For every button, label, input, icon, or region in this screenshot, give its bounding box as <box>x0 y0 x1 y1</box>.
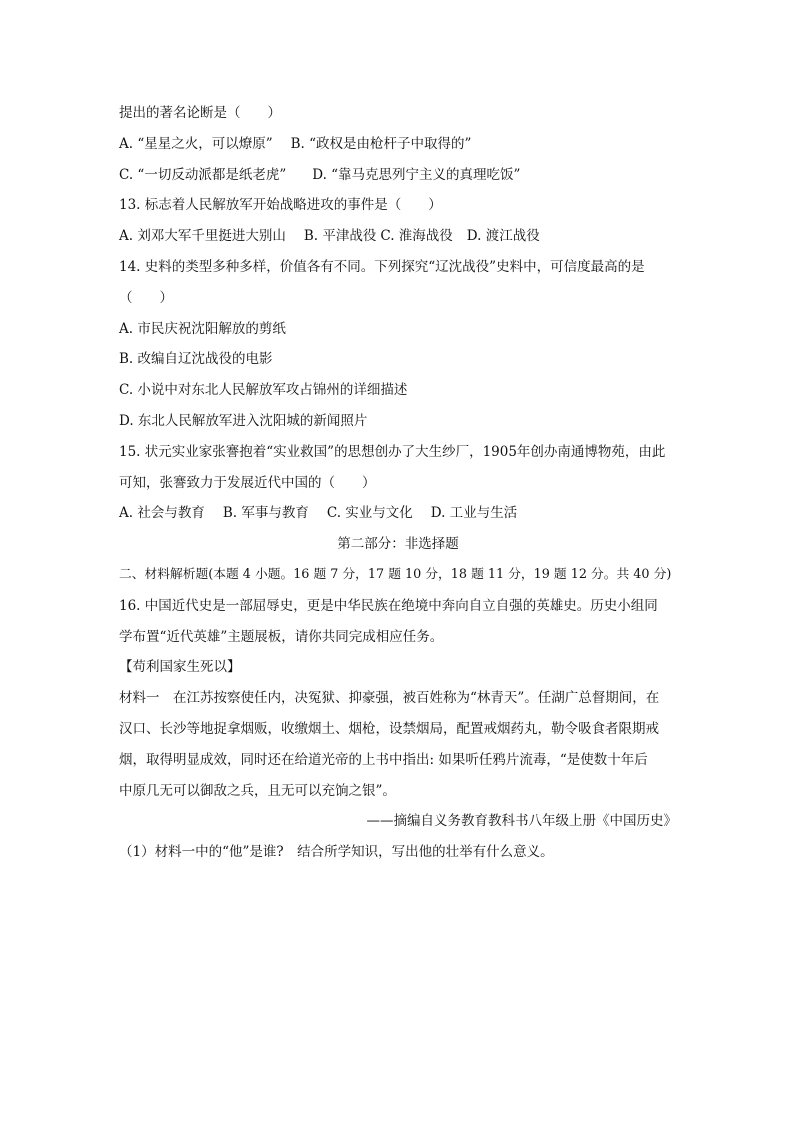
q14-option-c: C. 小说中对东北人民解放军攻占锦州的详细描述 <box>119 382 408 399</box>
q16-material-line3: 烟，取得明显成效，同时还在给道光帝的上书中指出: 如果听任鸦片流毒，“是使数十年后 <box>119 751 648 768</box>
q14-stem-line1: 14. 史料的类型多种多样，价值各有不同。下列探究“辽沈战役”史料中，可信度最高的是 <box>119 258 645 275</box>
exam-page <box>119 98 677 868</box>
q16-task-heading: 【苟利国家生死以】 <box>119 659 241 676</box>
q14-stem-line2: （ ） <box>119 289 173 306</box>
q12-options-ab <box>119 129 677 160</box>
q12-option-c: C. “一切反动派都是纸老虎” <box>119 166 287 183</box>
part2-title: 第二部分：非选择题 <box>337 536 459 553</box>
q13-option-d: D. 渡江战役 <box>466 228 540 245</box>
q16-subquestion-1: （1）材料一中的“他”是谁? 结合所学知识，写出他的壮举有什么意义。 <box>119 844 554 861</box>
q16-source: ——摘编自义务教育教科书八年级上册《中国历史》 <box>366 813 677 830</box>
q15-options <box>119 498 677 529</box>
q15-option-a: A. 社会与教育 <box>119 505 205 522</box>
q12-stem-tail: 提出的著名论断是（ ） <box>119 105 281 121</box>
q12-options-cd <box>119 160 677 191</box>
q12-option-d: D. “靠马克思列宁主义的真理吃饭” <box>312 166 521 183</box>
q16-stem-line2: 学布置“近代英雄”主题展板，请你共同完成相应任务。 <box>119 628 444 645</box>
q13-options <box>119 221 677 252</box>
q15-option-c: C. 实业与文化 <box>326 505 413 522</box>
q16-material-line4: 中原几无可以御敌之兵，且无可以充饷之银”。 <box>119 782 396 799</box>
q14-option-d: D. 东北人民解放军进入沈阳城的新闻照片 <box>119 412 368 429</box>
q12-option-a: A. “星星之火，可以燎原” <box>119 135 273 152</box>
q14-option-a: A. 市民庆祝沈阳解放的剪纸 <box>119 320 286 337</box>
q13-option-b: B. 平津战役 <box>303 228 377 245</box>
q12-option-b: B. “政权是由枪杆子中取得的” <box>290 135 472 152</box>
q15-option-d: D. 工业与生活 <box>430 505 518 522</box>
q13-option-c: C. 淮海战役 <box>380 228 453 245</box>
q15-option-b: B. 军事与教育 <box>222 505 309 522</box>
q15-stem-line1: 15. 状元实业家张謇抱着“实业救国”的思想创办了大生纱厂，1905年创办南通博物苑，由此 <box>119 443 666 460</box>
q13-option-a: A. 刘邓大军千里挺进大别山 <box>119 228 286 245</box>
q13-stem: 13. 标志着人民解放军开始战略进攻的事件是（ ） <box>119 197 442 214</box>
q15-stem-line2: 可知，张謇致力于发展近代中国的（ ） <box>119 474 376 491</box>
q16-material-line1: 材料一 在江苏按察使任内，决冤狱、抑豪强，被百姓称为“林青天”。任湖广总督期间，在 <box>119 690 660 707</box>
q14-option-b: B. 改编自辽沈战役的电影 <box>119 351 273 368</box>
q16-material-line2: 汉口、长沙等地捉拿烟贩，收缴烟土、烟枪，设禁烟局，配置戒烟药丸，勒令吸食者限期戒 <box>119 720 659 737</box>
section-heading: 二、材料解析题(本题 4 小题。16 题 7 分，17 题 10 分，18 题 11 分，19 题 12 分。共 40 分) <box>119 566 672 582</box>
q16-stem-line1: 16. 中国近代史是一部屈辱史，更是中华民族在绝境中奔向自立自强的英雄史。历史小组同 <box>119 597 658 614</box>
